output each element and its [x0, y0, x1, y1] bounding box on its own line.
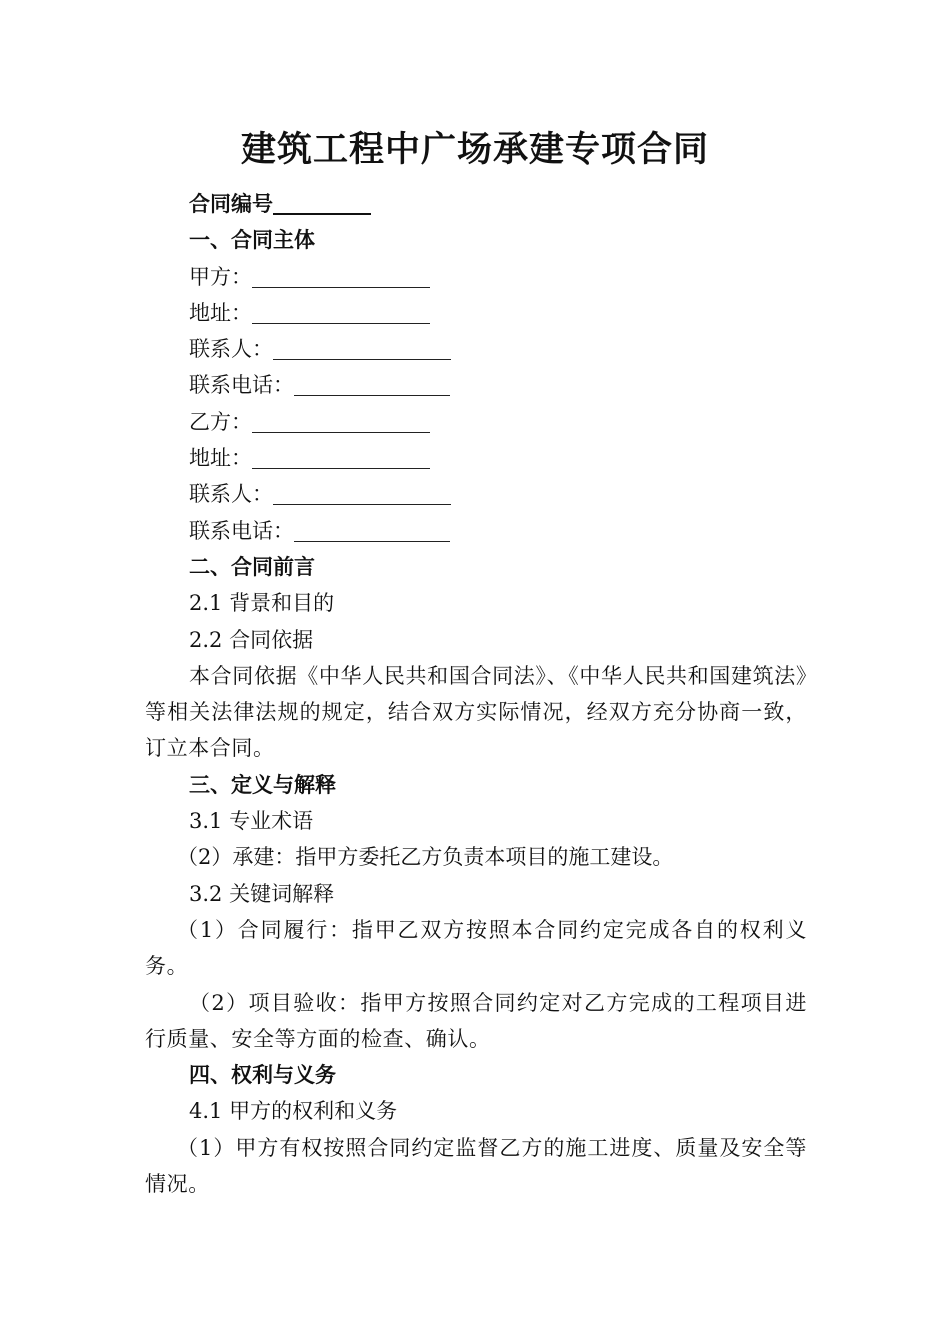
keyword-acceptance: （2）项目验收：指甲方按照合同约定对乙方完成的工程项目进行质量、安全等方面的检查、确认。: [145, 990, 807, 1051]
phone-b-label: 联系电话：: [189, 518, 294, 543]
address-b-blank[interactable]: [252, 444, 430, 469]
contract-number-blank[interactable]: [273, 189, 371, 215]
term-construction: （2）承建：指甲方委托乙方负责本项目的施工建设。: [177, 845, 674, 870]
address-b-line: [145, 440, 807, 476]
contact-a-label: 联系人：: [189, 337, 273, 362]
address-a-line: [145, 295, 807, 331]
party-a-line: [145, 259, 807, 295]
party-a-label: 甲方：: [189, 264, 252, 289]
preamble-paragraph: 本合同依据《中华人民共和国合同法》、《中华人民共和国建筑法》等相关法律法规的规定，结合双方实际情况，经双方充分协商一致，订立本合同。: [145, 663, 807, 761]
document-body: [145, 186, 807, 1202]
party-b-line: [145, 404, 807, 440]
clause-2-1: 2.1 背景和目的: [189, 591, 335, 616]
phone-b-blank[interactable]: [294, 517, 450, 542]
contract-number-label: 合同编号: [189, 192, 273, 216]
clause-4-1: 4.1 甲方的权利和义务: [189, 1099, 398, 1124]
address-a-label: 地址：: [189, 300, 252, 325]
party-b-label: 乙方：: [189, 409, 252, 434]
clause-3-2: 3.2 关键词解释: [189, 881, 335, 906]
contact-a-blank[interactable]: [273, 335, 451, 360]
contact-b-blank[interactable]: [273, 480, 451, 505]
section-heading-definitions: 三、定义与解释: [189, 772, 336, 797]
phone-a-label: 联系电话：: [189, 373, 294, 398]
address-a-blank[interactable]: [252, 299, 430, 324]
keyword-performance: （1）合同履行：指甲乙双方按照本合同约定完成各自的权利义务。: [145, 917, 807, 979]
phone-a-blank[interactable]: [294, 371, 450, 396]
contact-b-line: [145, 476, 807, 512]
contact-b-label: 联系人：: [189, 482, 273, 507]
clause-3-1: 3.1 专业术语: [189, 809, 314, 834]
phone-a-line: [145, 367, 807, 403]
contact-a-line: [145, 331, 807, 367]
party-a-right-1: （1）甲方有权按照合同约定监督乙方的施工进度、质量及安全等情况。: [145, 1135, 807, 1197]
party-b-blank[interactable]: [252, 408, 430, 433]
clause-2-2: 2.2 合同依据: [189, 627, 314, 652]
contract-number-line: [145, 186, 807, 222]
section-heading-preamble: 二、合同前言: [189, 554, 315, 579]
address-b-label: 地址：: [189, 446, 252, 471]
document-title: 建筑工程中广场承建专项合同: [240, 130, 709, 170]
section-heading-parties: 一、合同主体: [189, 228, 315, 253]
phone-b-line: [145, 513, 807, 549]
section-heading-rights: 四、权利与义务: [189, 1063, 336, 1088]
party-a-blank[interactable]: [252, 263, 430, 288]
